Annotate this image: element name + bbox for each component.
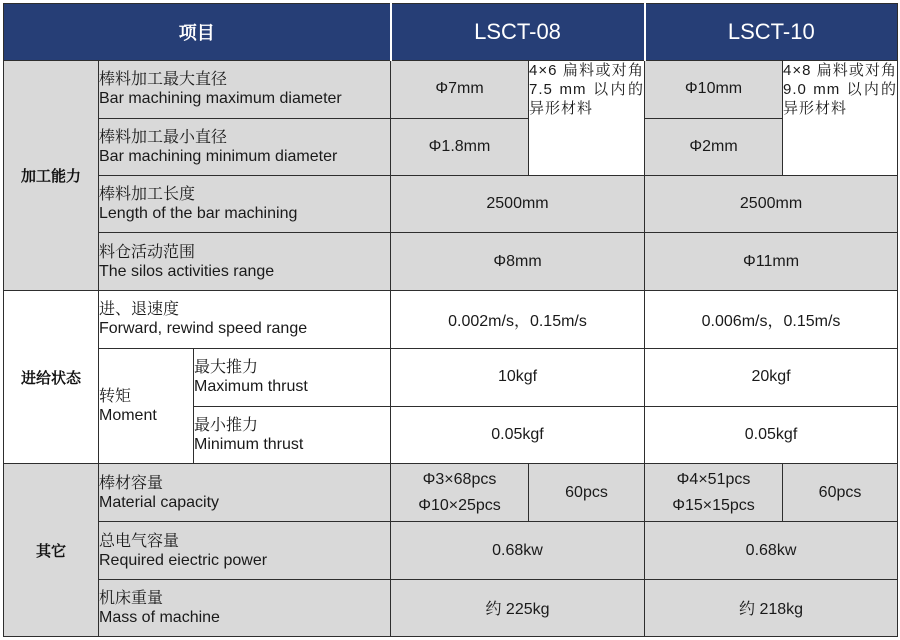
label-en: Bar machining minimum diameter	[99, 147, 338, 165]
header-row	[4, 4, 898, 61]
value-b: Φ11mm	[645, 233, 898, 291]
value-b: 0.006m/s，0.15m/s	[645, 291, 898, 348]
row-label	[194, 348, 391, 406]
value-a: 10kgf	[391, 348, 645, 406]
label-en: Length of the bar machining	[99, 204, 298, 222]
value-a: 0.68kw	[391, 522, 645, 579]
label-cn: 进、退速度	[99, 301, 180, 319]
table-row	[4, 579, 898, 636]
label-cn: 转矩	[99, 387, 132, 405]
label-cn: 棒料加工长度	[99, 185, 196, 203]
label-cn: 棒材容量	[99, 474, 164, 492]
label-en: Bar machining maximum diameter	[99, 90, 342, 108]
table-row	[4, 348, 898, 406]
label-cn: 最小推力	[194, 416, 259, 434]
value-a: Φ8mm	[391, 233, 645, 291]
table-row	[4, 61, 898, 118]
row-label	[194, 406, 391, 463]
value-b: 2500mm	[645, 175, 898, 232]
value-b: Φ2mm	[645, 118, 783, 175]
row-label-moment	[99, 348, 194, 464]
value-b: 约 218kg	[645, 579, 898, 636]
label-en: The silos activities range	[99, 262, 275, 280]
row-label	[99, 291, 391, 348]
header-item: 项目	[4, 4, 391, 61]
section-other: 其它	[4, 464, 99, 637]
row-label	[99, 464, 391, 522]
label-cn: 最大推力	[194, 359, 259, 377]
row-label	[99, 61, 391, 118]
label-cn: 棒料加工最大直径	[99, 71, 228, 89]
label-cn: 料仓活动范围	[99, 243, 196, 261]
value-a: Φ1.8mm	[391, 118, 529, 175]
header-model-a: LSCT-08	[391, 4, 645, 61]
table-row	[4, 464, 898, 522]
capacity-b-line1: Φ4×51pcs	[676, 470, 751, 488]
capacity-a-line1: Φ3×68pcs	[422, 470, 497, 488]
section-processing: 加工能力	[4, 61, 99, 291]
value-b	[645, 464, 783, 522]
capacity-b-total: 60pcs	[783, 464, 898, 522]
capacity-a-line2: Φ10×25pcs	[418, 496, 501, 514]
table-row	[4, 233, 898, 291]
row-label	[99, 118, 391, 175]
row-label	[99, 579, 391, 636]
table-row	[4, 522, 898, 579]
value-a: 0.05kgf	[391, 406, 645, 463]
spec-table	[3, 3, 898, 637]
note-a: 4×6 扁料或对角 7.5 mm 以内的异形材料	[529, 61, 645, 176]
table-row	[4, 291, 898, 348]
value-b: 20kgf	[645, 348, 898, 406]
capacity-a-total: 60pcs	[529, 464, 645, 522]
value-b: 0.05kgf	[645, 406, 898, 463]
label-en: Mass of machine	[99, 608, 220, 626]
section-feed: 进给状态	[4, 291, 99, 464]
label-cn: 机床重量	[99, 589, 164, 607]
label-cn: 总电气容量	[99, 532, 180, 550]
value-a: Φ7mm	[391, 61, 529, 118]
label-en: Required eiectric power	[99, 551, 268, 569]
value-a	[391, 464, 529, 522]
row-label	[99, 522, 391, 579]
table-row	[4, 118, 898, 175]
label-en: Maximum thrust	[194, 378, 308, 396]
label-cn: 棒料加工最小直径	[99, 128, 228, 146]
header-model-b: LSCT-10	[645, 4, 898, 61]
row-label	[99, 175, 391, 232]
label-en: Forward, rewind speed range	[99, 320, 308, 338]
value-b: 0.68kw	[645, 522, 898, 579]
label-en: Minimum thrust	[194, 435, 304, 453]
table-row	[4, 175, 898, 232]
value-b: Φ10mm	[645, 61, 783, 118]
label-en: Moment	[99, 406, 157, 424]
row-label	[99, 233, 391, 291]
label-en: Material capacity	[99, 493, 220, 511]
capacity-b-line2: Φ15×15pcs	[672, 496, 755, 514]
value-a: 0.002m/s，0.15m/s	[391, 291, 645, 348]
note-b: 4×8 扁料或对角 9.0 mm 以内的异形材料	[783, 61, 898, 176]
value-a: 2500mm	[391, 175, 645, 232]
value-a: 约 225kg	[391, 579, 645, 636]
